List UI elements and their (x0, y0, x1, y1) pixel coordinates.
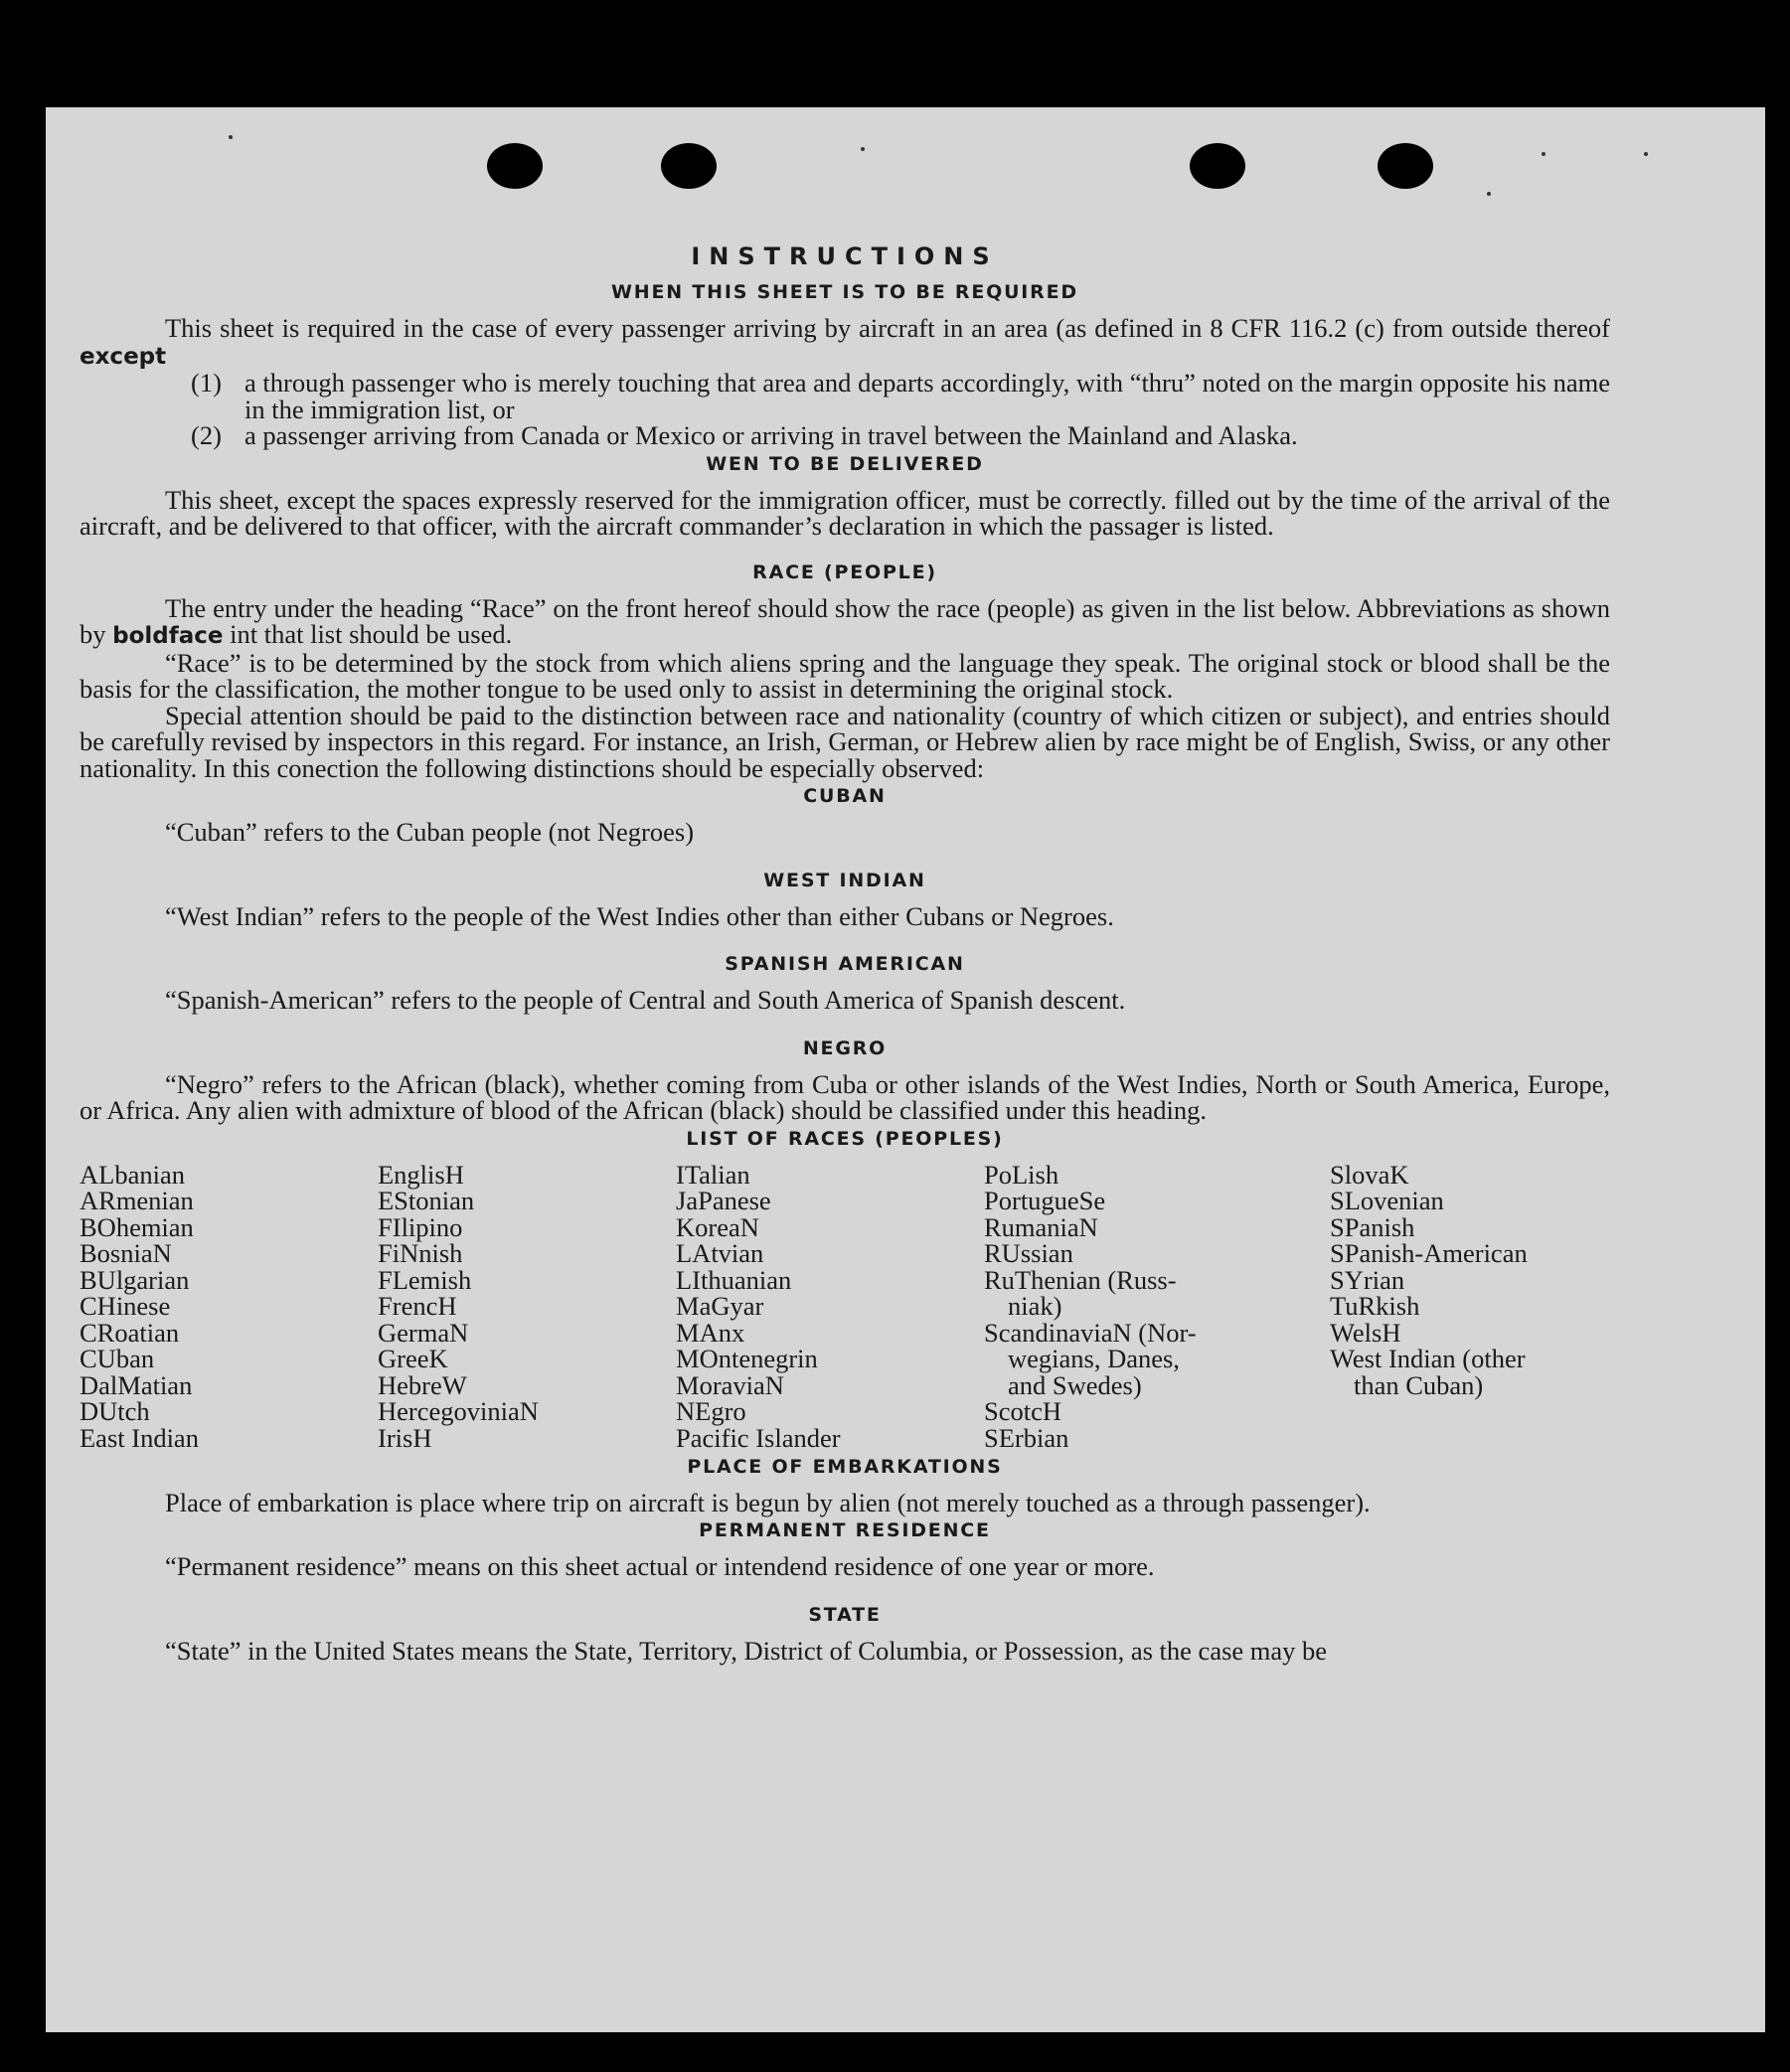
heading-spanish-american: SPANISH AMERICAN (725, 953, 965, 975)
spanish-american-text: “Spanish-American” refers to the people of Central and South America of Spanish descent. (165, 985, 1126, 1015)
race-entry: SPanish (1330, 1211, 1415, 1242)
except-bold: except (80, 343, 167, 370)
race-entry: East Indian (80, 1422, 199, 1453)
race-entry: West Indian (other (1330, 1344, 1526, 1373)
exception-item: (2) a passenger arriving from Canada or Mexico or arriving in travel between the Mainland and Alaska. (191, 420, 1298, 450)
delivered-text: This sheet, except the spaces expressly reserved for the immigration officer, must be correctly. filled out by the time of the arrival of the aircraft, and be delivered to that officer, with the aircraft commander’s declaration in which the passager is listed. (80, 484, 1610, 541)
punch-hole (661, 143, 717, 189)
race-entry: LAtvian (676, 1238, 764, 1268)
race-entry: SlovaK (1330, 1159, 1409, 1190)
race-entry: ScotcH (984, 1396, 1062, 1426)
page-title: INSTRUCTIONS (691, 242, 999, 270)
punch-hole (1190, 143, 1245, 189)
speck (229, 135, 233, 139)
races-column-5 (1330, 1159, 1528, 1400)
race-entry: BUlgarian (80, 1264, 190, 1295)
race-entry: FiNnish (378, 1238, 463, 1268)
exception-item: (1) a through passenger who is merely touching that area and departs accordingly, with “thru” noted on the margin opposite his name in the immigration list, or (191, 368, 1610, 424)
race-entry: FrencH (378, 1291, 457, 1321)
race-entry: EnglisH (378, 1159, 464, 1190)
speck (861, 147, 865, 151)
races-list (80, 1159, 1610, 1453)
race-entry: KoreaN (676, 1211, 759, 1242)
heading-embarkation: PLACE OF EMBARKATIONS (687, 1455, 1003, 1478)
race-entry: CUban (80, 1344, 155, 1373)
heading-negro: NEGRO (802, 1036, 888, 1059)
race-entry: FLemish (378, 1264, 472, 1295)
race-entry: TuRkish (1330, 1291, 1420, 1321)
race-entry: BOhemian (80, 1211, 194, 1242)
race-entry: EStonian (378, 1186, 475, 1215)
race-entry: ARmenian (80, 1186, 194, 1215)
heading-residence: PERMANENT RESIDENCE (699, 1519, 991, 1541)
race-entry: SPanish-American (1330, 1238, 1528, 1268)
race-entry: GreeK (378, 1344, 448, 1373)
race-entry: CHinese (80, 1291, 171, 1321)
race-entry: HebreW (378, 1369, 467, 1400)
race-p3: Special attention should be paid to the distinction between race and nationality (country of which citizen or subject), and entries should be carefully revised by inspectors in this regard. For instance, an Irish, German, or Hebrew alien by race might be of English, Swiss, or any other nationality. In this conection the following distinctions should be especially observed: (80, 700, 1610, 783)
race-entry: FIlipino (378, 1211, 463, 1242)
punch-hole (487, 143, 543, 189)
required-intro: This sheet is required in the case of every passenger arriving by aircraft in an area (as defined in 8 CFR 116.2 (c) from outside thereof except (80, 313, 1610, 370)
race-entry: wegians, Danes, (1008, 1344, 1180, 1373)
race-entry: MaGyar (676, 1291, 764, 1321)
race-entry: Pacific Islander (676, 1422, 841, 1453)
race-entry: MoraviaN (676, 1369, 784, 1400)
race-entry: DalMatian (80, 1369, 193, 1400)
heading-race: RACE (PEOPLE) (752, 560, 937, 583)
embarkation-text: Place of embarkation is place where trip on aircraft is begun by alien (not merely touched as a through passenger). (165, 1487, 1371, 1517)
race-entry: NEgro (676, 1396, 746, 1426)
heading-list: LIST OF RACES (PEOPLES) (686, 1127, 1004, 1150)
west-indian-text: “West Indian” refers to the people of the West Indies other than either Cubans or Negroes. (165, 900, 1114, 931)
race-entry: CRoatian (80, 1317, 180, 1348)
race-entry: GermaN (378, 1317, 469, 1348)
race-entry: ALbanian (80, 1159, 185, 1190)
race-p1: The entry under the heading “Race” on the front hereof should show the race (people) as given in the list below. Abbreviations as shown by boldface int that list should be used. (80, 592, 1610, 649)
race-entry: RUssian (984, 1238, 1073, 1268)
race-p2: “Race” is to be determined by the stock from which aliens spring and the language they speak. The original stock or blood shall be the basis for the classification, the mother tongue to be used only to assist in determining the original stock. (80, 647, 1610, 704)
race-entry: MOntenegrin (676, 1344, 818, 1373)
residence-text: “Permanent residence” means on this sheet actual or intendend residence of one year or more. (165, 1551, 1155, 1581)
race-entry: JaPanese (676, 1186, 771, 1215)
race-entry: PortugueSe (984, 1186, 1106, 1215)
cuban-text: “Cuban” refers to the Cuban people (not Negroes) (165, 817, 695, 847)
race-entry: HercegoviniaN (378, 1396, 539, 1426)
races-column-3 (676, 1159, 841, 1453)
speck (1644, 152, 1648, 156)
race-entry: DUtch (80, 1396, 150, 1426)
race-entry: SErbian (984, 1422, 1069, 1453)
negro-text: “Negro” refers to the African (black), whether coming from Cuba or other islands of the West Indies, North or South America, Europe, or Africa. Any alien with admixture of blood of the African (black) should be classified under this heading. (80, 1068, 1610, 1125)
races-column-2 (378, 1159, 539, 1453)
race-entry: and Swedes) (1008, 1369, 1142, 1400)
race-entry: than Cuban) (1354, 1369, 1484, 1400)
races-column-1 (80, 1159, 199, 1453)
race-entry: SYrian (1330, 1264, 1405, 1295)
document-sheet (46, 107, 1765, 2032)
race-entry: WelsH (1330, 1317, 1401, 1348)
races-column-4 (984, 1159, 1197, 1453)
heading-required: WHEN THIS SHEET IS TO BE REQUIRED (611, 281, 1078, 303)
race-entry: niak) (1008, 1291, 1062, 1321)
punch-hole (1378, 143, 1433, 189)
heading-state: STATE (808, 1603, 882, 1626)
heading-west-indian: WEST INDIAN (763, 869, 926, 891)
race-entry: SLovenian (1330, 1186, 1444, 1215)
heading-cuban: CUBAN (803, 785, 887, 807)
speck (1487, 192, 1491, 196)
race-entry: ITalian (676, 1159, 750, 1190)
race-entry: PoLish (984, 1159, 1059, 1190)
race-entry: RumaniaN (984, 1211, 1098, 1242)
boldface-word: boldface (112, 623, 224, 649)
race-entry: IrisH (378, 1422, 432, 1453)
race-entry: BosniaN (80, 1238, 172, 1268)
race-entry: ScandinaviaN (Nor- (984, 1317, 1197, 1348)
race-entry: RuThenian (Russ- (984, 1264, 1177, 1295)
race-entry: MAnx (676, 1317, 745, 1348)
speck (1542, 152, 1546, 156)
heading-delivered: WEN TO BE DELIVERED (706, 452, 984, 475)
race-entry: LIthuanian (676, 1264, 792, 1295)
instructions-text (80, 241, 1610, 1664)
state-text: “State” in the United States means the State, Territory, District of Columbia, or Possession, as the case may be (165, 1635, 1328, 1666)
